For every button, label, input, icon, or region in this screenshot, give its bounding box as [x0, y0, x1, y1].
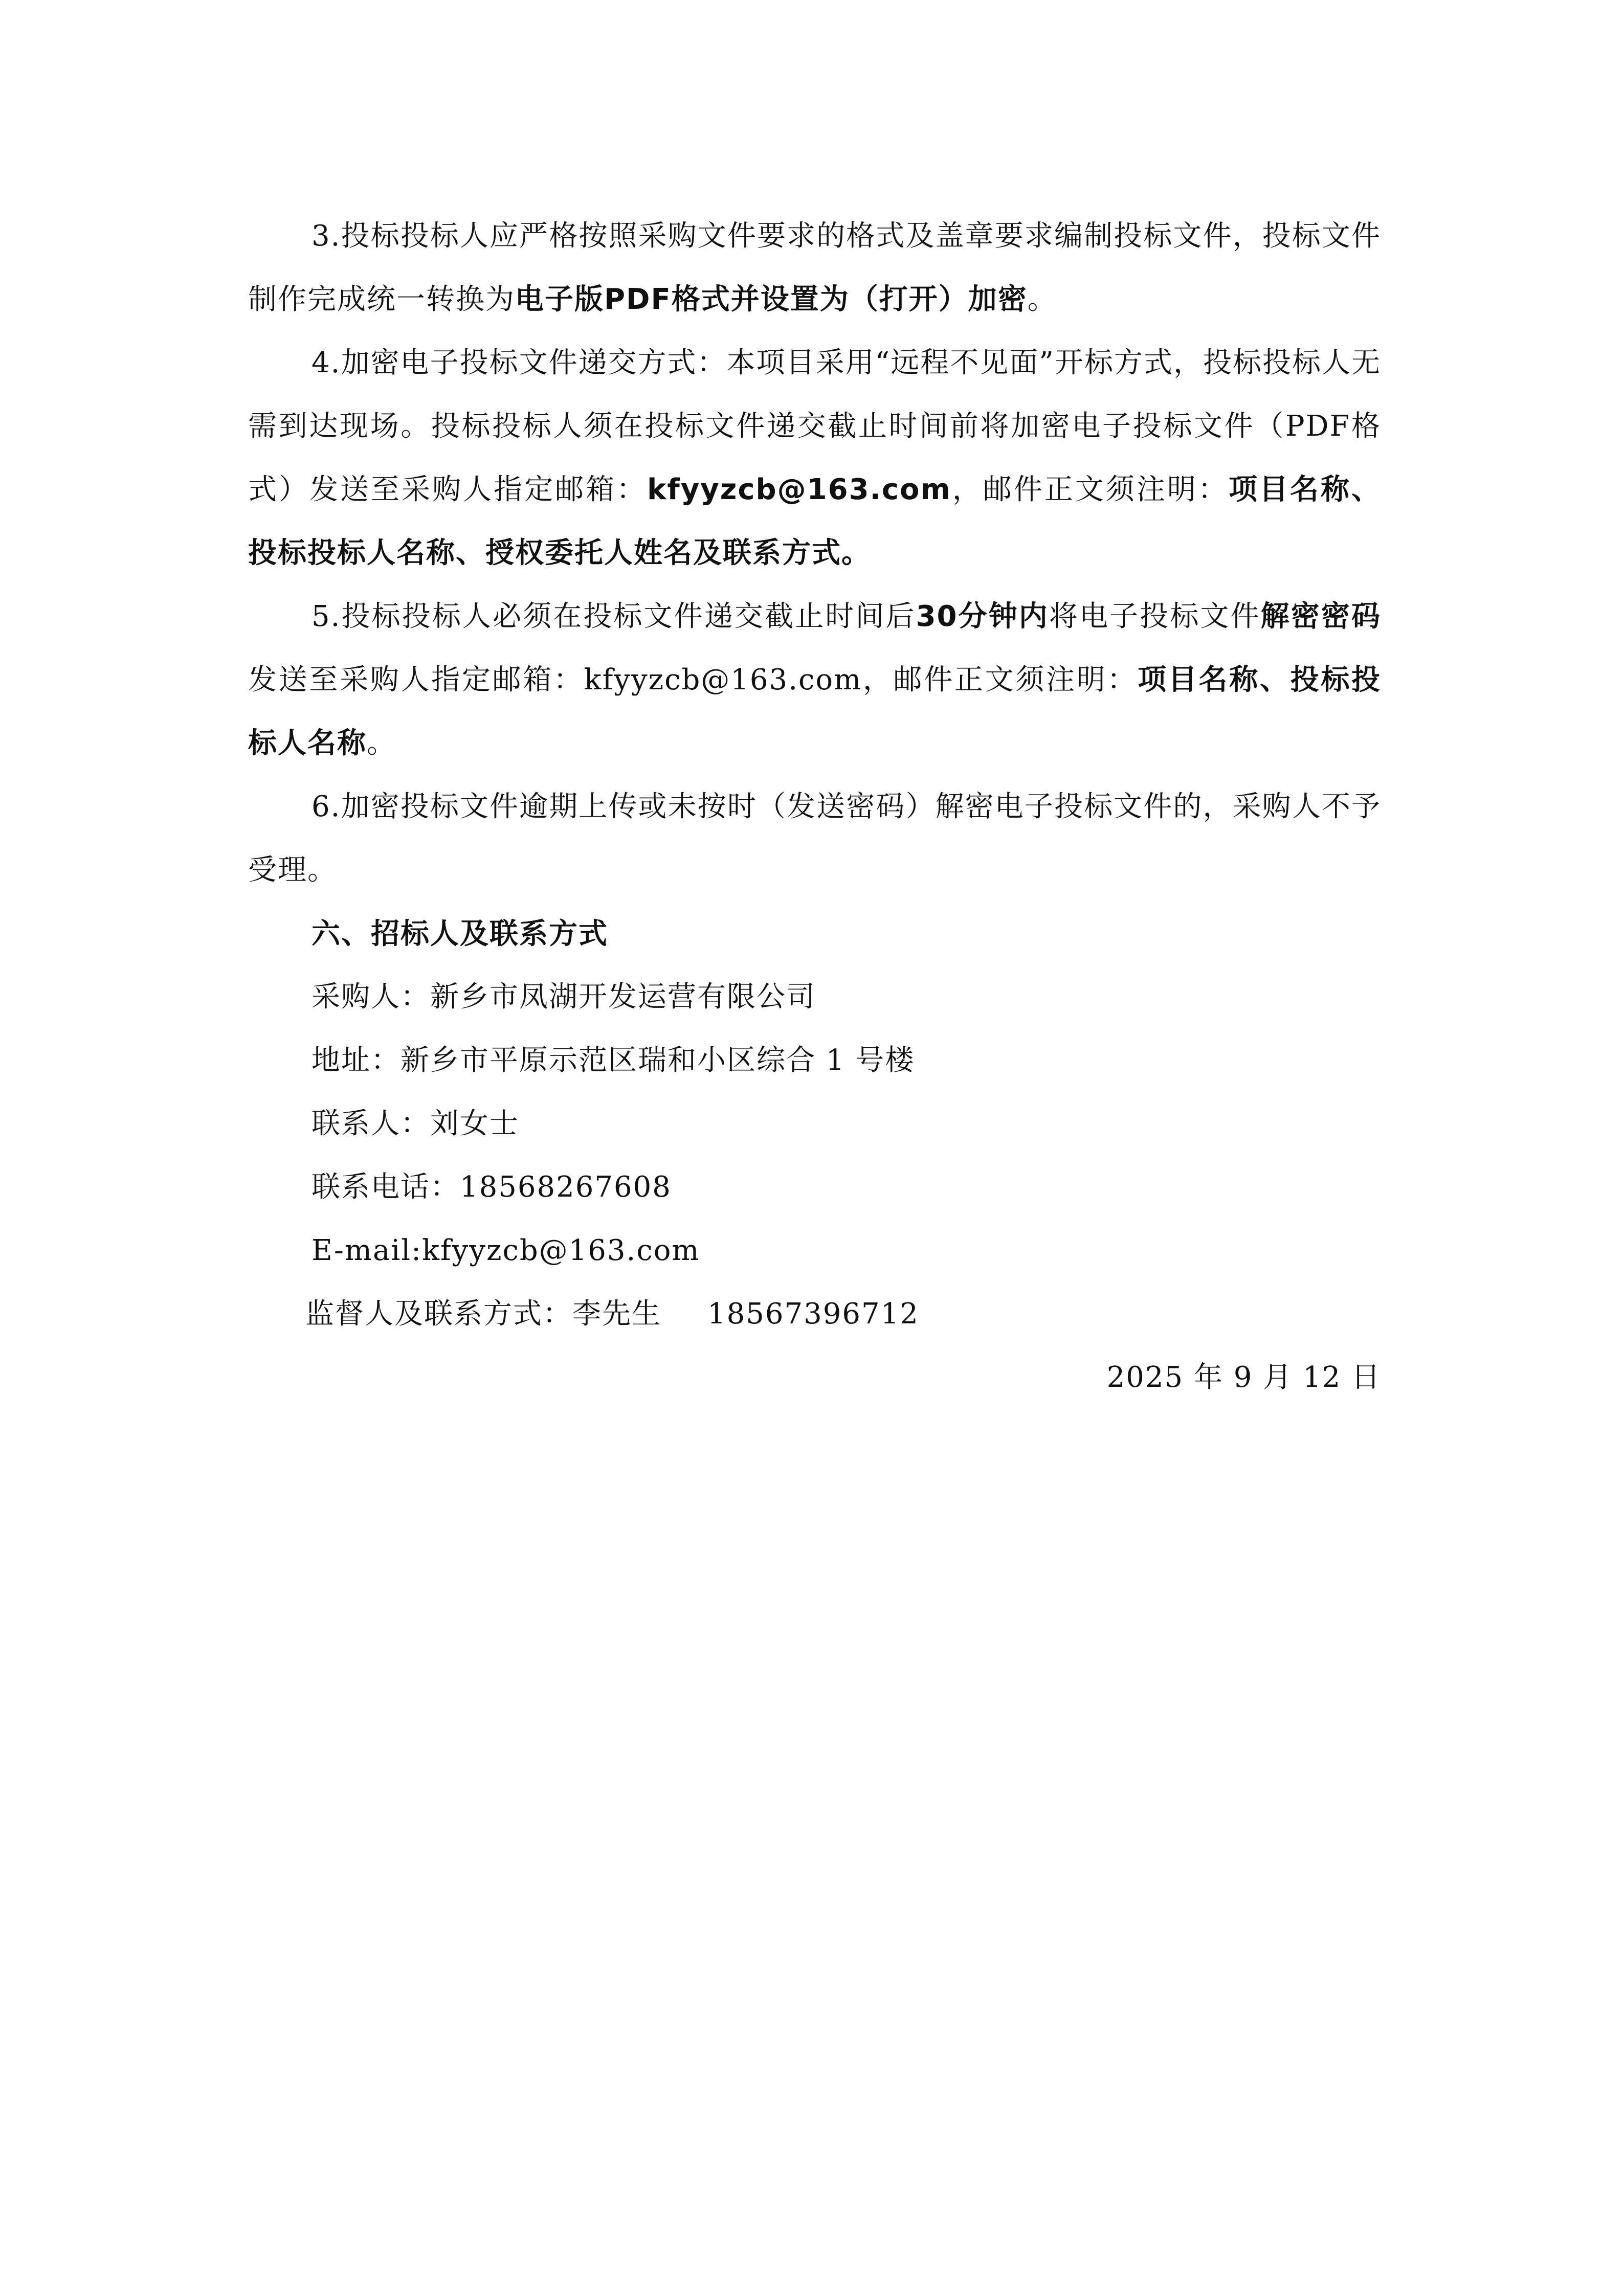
item-5-text-3: 发送至采购人指定邮箱：kfyyzcb@163.com，邮件正文须注明： — [248, 663, 1138, 696]
item-3-paragraph — [248, 205, 1381, 331]
item-4-paragraph — [248, 331, 1381, 585]
email-line: E-mail:kfyyzcb@163.com — [312, 1234, 700, 1267]
item-6-paragraph: 6.加密投标文件逾期上传或未按时（发送密码）解密电子投标文件的，采购人不予受理。 — [248, 790, 1381, 887]
phone-line: 联系电话：18568267608 — [312, 1170, 672, 1204]
item-3-text: 3.投标投标人应严格按照采购文件要求的格式及盖章要求编制投标文件，投标文件制作完成统一转换为 — [248, 219, 1381, 316]
item-5-end: 。 — [367, 727, 396, 760]
address-line: 地址：新乡市平原示范区瑞和小区综合 1 号楼 — [312, 1044, 915, 1077]
document-date: 2025 年 9 月 12 日 — [1106, 1361, 1381, 1394]
item-3-emphasis: 电子版PDF格式并设置为（打开）加密 — [515, 283, 1028, 316]
supervisor-line — [248, 1282, 1381, 1346]
item-5-deadline: 30分钟内 — [916, 600, 1049, 633]
section-6-heading: 六、招标人及联系方式 — [312, 917, 608, 951]
item-3-end: 。 — [1027, 283, 1057, 316]
supervisor-phone: 18567396712 — [707, 1297, 919, 1331]
item-5-paragraph — [248, 585, 1381, 775]
item-5-text: 5.投标投标人必须在投标文件递交截止时间后 — [312, 600, 916, 633]
item-4-text: 4.加密电子投标文件递交方式：本项目采用“远程不见面”开标方式，投标投标人无需到达现场。投标投标人须在投标文件递交截止时间前将加密电子投标文件（PDF格式）发送至采购人指定邮箱： — [248, 346, 1381, 506]
purchaser-line: 采购人：新乡市凤湖开发运营有限公司 — [312, 980, 816, 1014]
item-5-text-2: 将电子投标文件 — [1049, 600, 1261, 633]
contact-line: 联系人：刘女士 — [312, 1107, 519, 1140]
item-5-emphasis: 项目名称、投标投标人名称 — [248, 663, 1382, 760]
item-4-emphasis: 项目名称、投标投标人名称、授权委托人姓名及联系方式。 — [248, 473, 1382, 570]
document-body — [248, 205, 1381, 1409]
supervisor-label: 监督人及联系方式：李先生 — [305, 1297, 661, 1331]
item-4-note: ，邮件正文须注明： — [951, 473, 1229, 506]
item-4-email: kfyyzcb@163.com — [647, 473, 951, 506]
item-5-password: 解密密码 — [1260, 600, 1381, 633]
